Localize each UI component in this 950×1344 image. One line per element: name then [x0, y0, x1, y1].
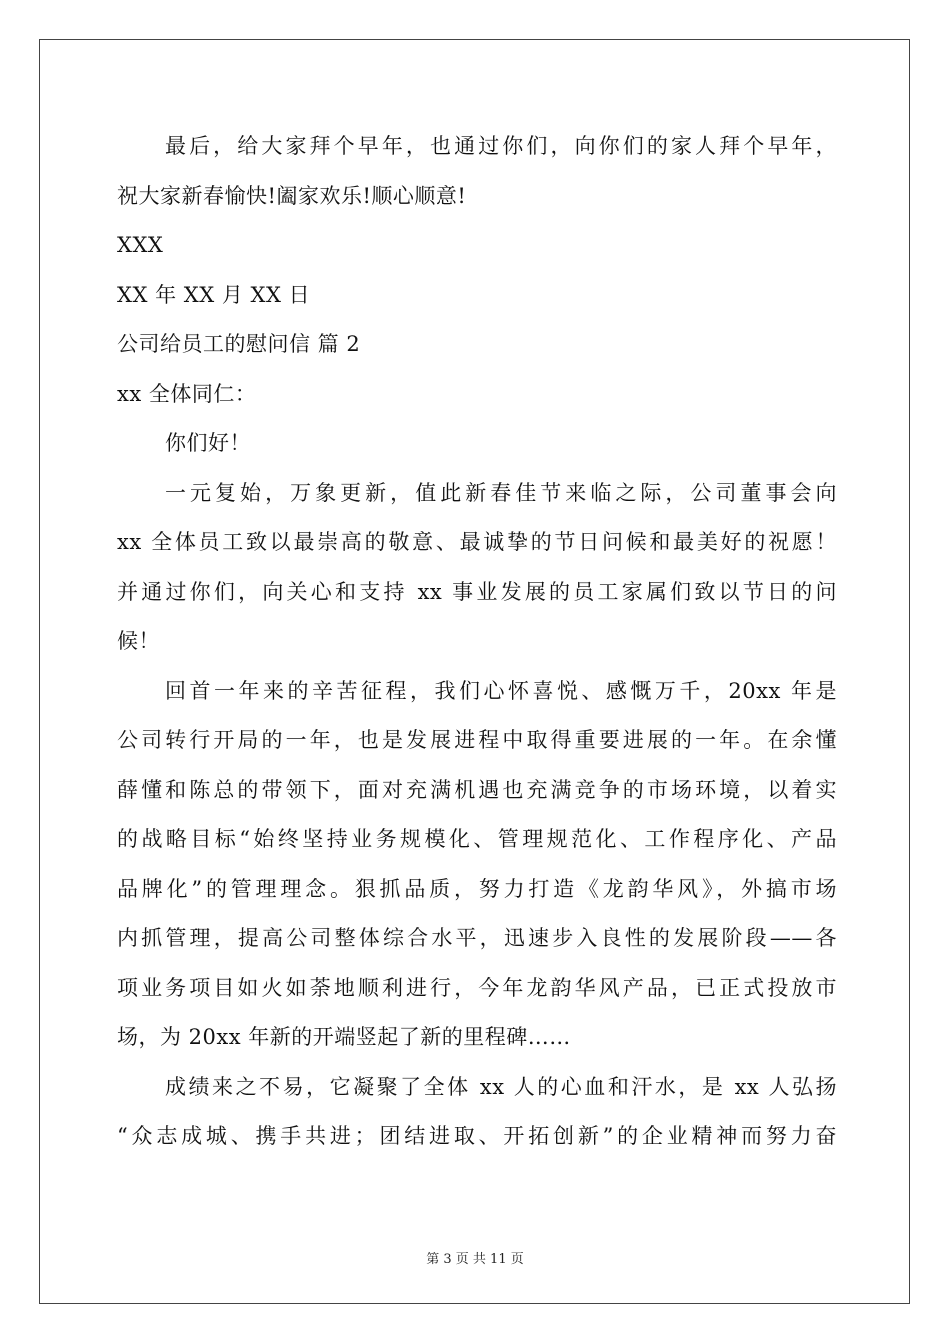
greeting: 你们好！ [165, 431, 251, 455]
signature-date: XX 年 XX 月 XX 日 [117, 282, 311, 307]
paragraph-line: 公司转行开局的一年，也是发展进程中取得重要进展的一年。在余懂 [117, 728, 837, 752]
paragraph-line: 内抓管理，提高公司整体综合水平，迅速步入良性的发展阶段——各 [117, 926, 837, 950]
paragraph-line: 一元复始，万象更新，值此新春佳节来临之际，公司董事会向 [165, 480, 837, 505]
signature-name: XXX [117, 233, 164, 257]
paragraph-line: 项业务项目如火如荼地顺利进行，今年龙韵华风产品，已正式投放市 [117, 975, 837, 1000]
paragraph-line: xx 全体员工致以最崇高的敬意、最诚挚的节日问候和最美好的祝愿！ [117, 530, 837, 554]
paragraph-line: 并通过你们，向关心和支持 xx 事业发展的员工家属们致以节日的问 [117, 579, 837, 604]
paragraph-line: 的战略目标“始终坚持业务规模化、管理规范化、工作程序化、产品 [117, 827, 837, 851]
paragraph-line: 候！ [117, 629, 160, 653]
paragraph-line: 祝大家新春愉快!阖家欢乐!顺心顺意! [117, 183, 467, 208]
paragraph-line: 场，为 20xx 年新的开端竖起了新的里程碑…… [117, 1025, 571, 1049]
paragraph-line: 成绩来之不易，它凝聚了全体 xx 人的心血和汗水，是 xx 人弘扬 [165, 1074, 837, 1099]
paragraph-line: 回首一年来的辛苦征程，我们心怀喜悦、感慨万千，20xx 年是 [165, 678, 837, 703]
paragraph-line: 最后，给大家拜个早年，也通过你们，向你们的家人拜个早年， [165, 134, 837, 158]
page-number-footer: 第 3 页 共 11 页 [426, 1252, 524, 1267]
salutation: xx 全体同仁： [117, 381, 257, 406]
paragraph-line: 品牌化”的管理理念。狠抓品质，努力打造《龙韵华风》，外搞市场 [117, 876, 837, 901]
paragraph-line: 薛懂和陈总的带领下，面对充满机遇也充满竞争的市场环境，以着实 [117, 777, 837, 802]
paragraph-line: “众志成城、携手共进；团结进取、开拓创新”的企业精神而努力奋 [117, 1124, 837, 1148]
document-body [117, 122, 837, 1162]
section-title: 公司给员工的慰问信 篇 2 [117, 332, 361, 356]
